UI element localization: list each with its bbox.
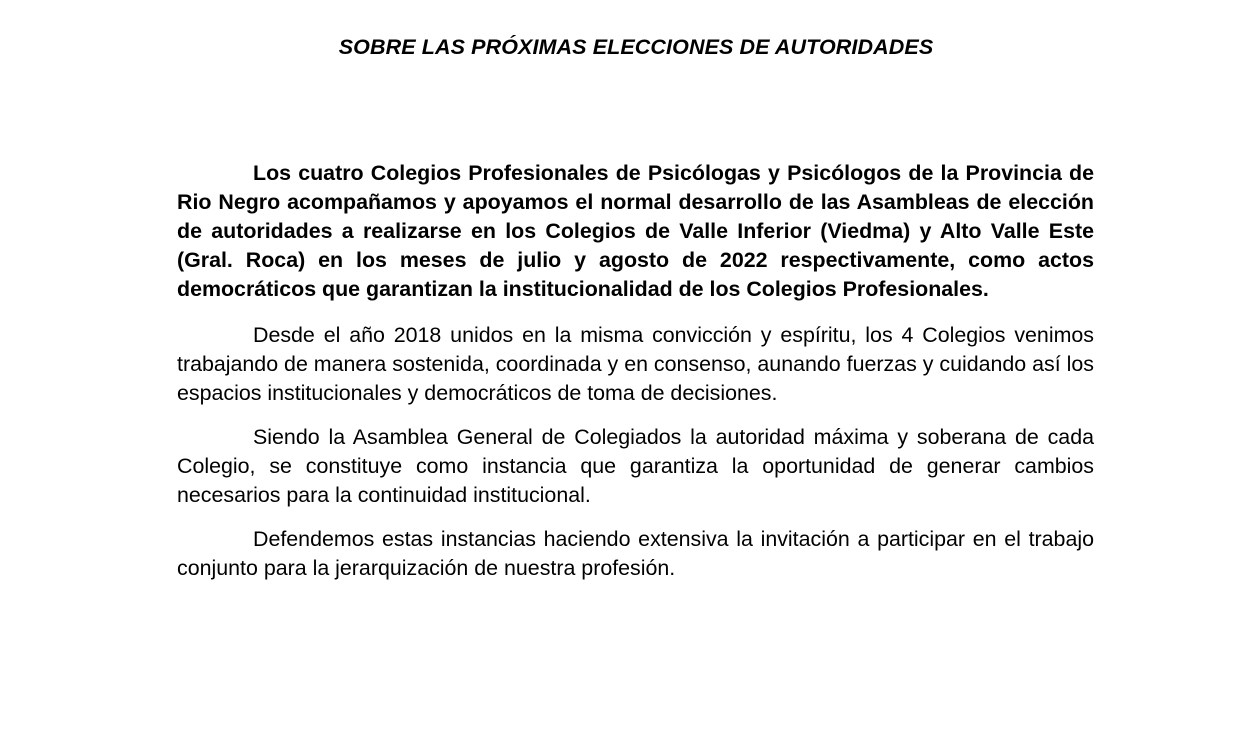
paragraph-general-assembly: Siendo la Asamblea General de Colegiados la autoridad máxima y soberana de cada Colegio, se constituye como instancia que garantiza la oportunidad de generar cambios necesarios para la continuidad institucional.: [177, 425, 1094, 507]
paragraph-invitation: Defendemos estas instancias haciendo extensiva la invitación a participar en el trabajo conjunto para la jerarquización de nuestra profesión.: [177, 527, 1094, 580]
paragraph-intro-statement: Los cuatro Colegios Profesionales de Psicólogas y Psicólogos de la Provincia de Rio Negro acompañamos y apoyamos el normal desarrollo de las Asambleas de elección de autoridades a realizarse en los Colegios de Valle Inferior (Viedma) y Alto Valle Este (Gral. Roca) en los meses de julio y agosto de 2022 respectivamente, como actos democráticos que garantizan la institucionalidad de los Colegios Profesionales.: [177, 161, 1094, 301]
document-title: SOBRE LAS PRÓXIMAS ELECCIONES DE AUTORIDADES: [338, 35, 934, 59]
paragraph-since-2018: Desde el año 2018 unidos en la misma convicción y espíritu, los 4 Colegios venimos trabajando de manera sostenida, coordinada y en consenso, aunando fuerzas y cuidando así los espacios institucionales y democráticos de toma de decisiones.: [177, 323, 1094, 405]
document-body: [177, 159, 1094, 598]
